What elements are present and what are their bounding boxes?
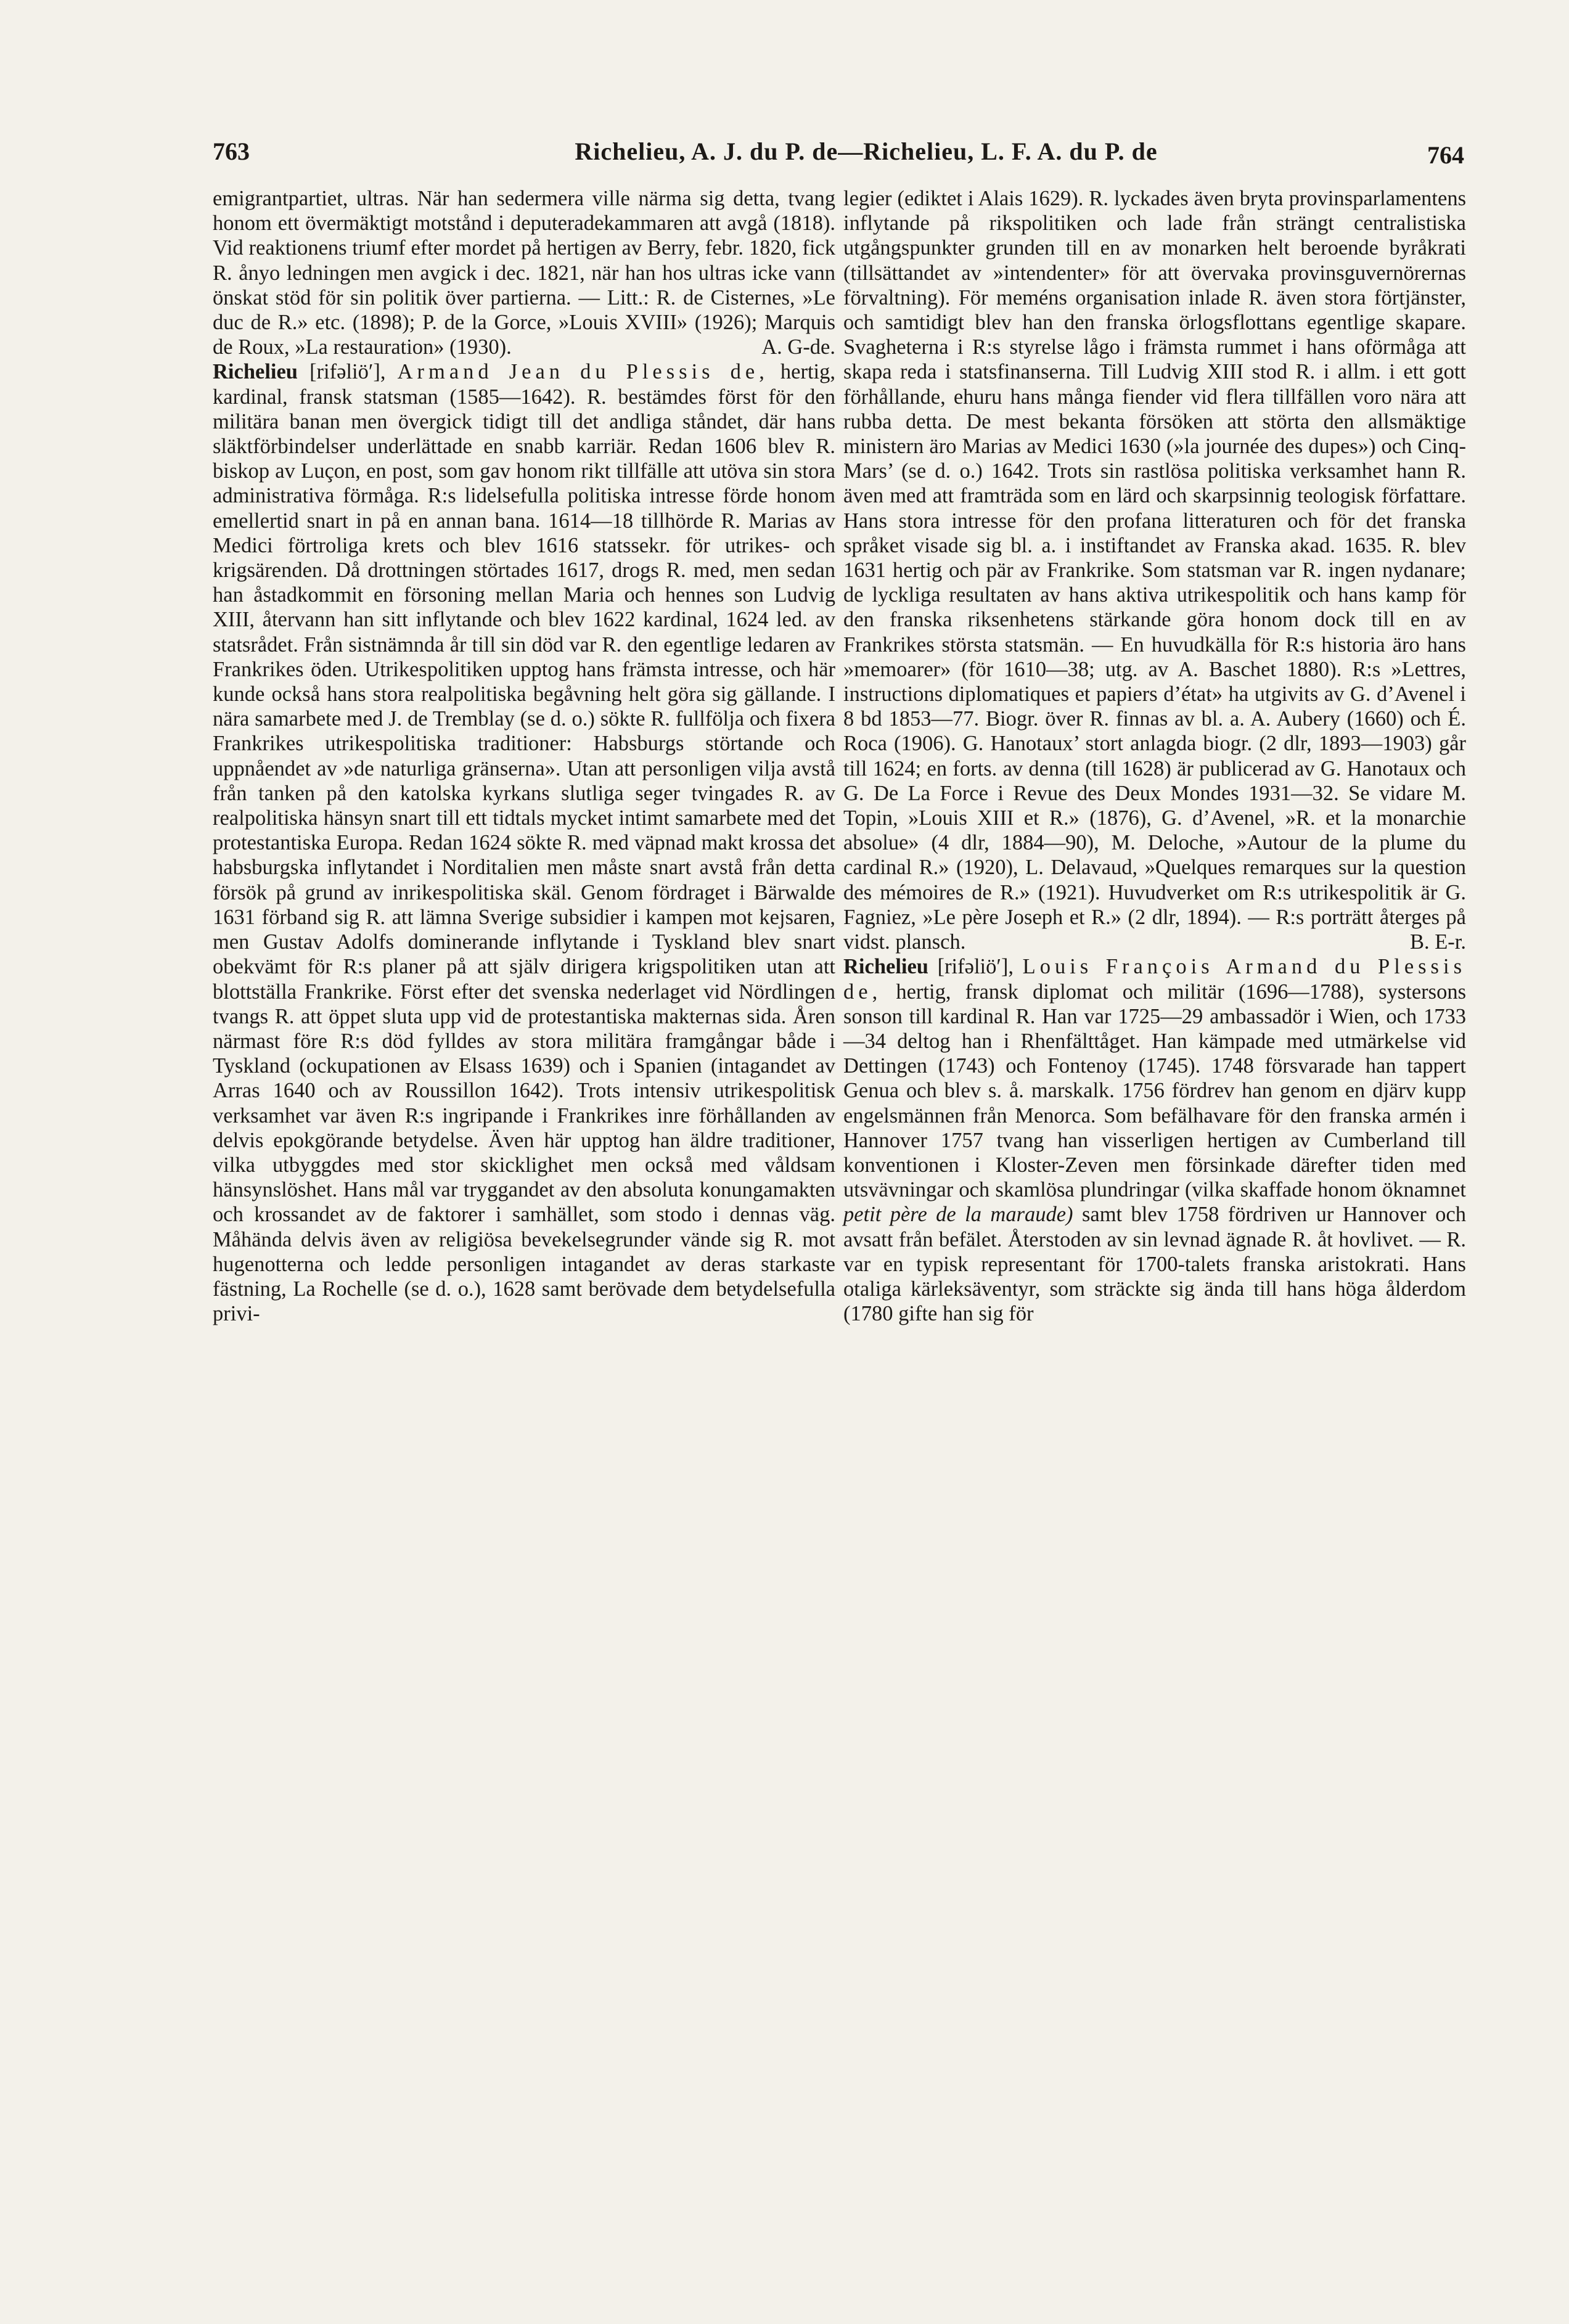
running-header	[213, 137, 1464, 174]
headword: Richelieu	[843, 955, 928, 979]
full-name: Armand Jean du Plessis de,	[397, 360, 769, 384]
right-column	[843, 186, 1466, 1326]
entry-richelieu-armand	[213, 359, 835, 1326]
entry-text: legier (ediktet i Alais 1629). R. lyckades även bryta provinsparlamentens inflytande på rikspolitiken och lade från strängt centralistiska utgångspunkter grunden till en av monarken helt beroende byråkrati (tillsättandet av »intendenter» för att övervaka provinsguvernörernas förvaltning). För meméns organisation inlade R. även stora förtjänster, och samtidigt blev han den franska örlogsflottans egentlige skapare. Svagheterna i R:s styrelse lågo i främsta rummet i hans oförmåga att skapa reda i statsfinanserna. Till Ludvig XIII stod R. i allm. i ett gott förhållande, ehuru hans många fiender vid flera tillfällen voro nära att rubba detta. De mest bekanta försöken att störta den allsmäktige ministern äro Marias av Medici 1630 (»la journée des dupes») och Cinq-Mars’ (se d. o.) 1642. Trots sin rastlösa politiska verksamhet hann R. även med att framträda som en lärd och skarpsinnig teologisk författare. Hans stora intresse för den profana litteraturen och för det franska språket visade sig bl. a. i instiftandet av Franska akad. 1635. R. blev 1631 hertig och pär av Frankrike. Som statsman var R. ingen nydanare; de lyckliga resultaten av hans aktiva utrikespolitik och hans kamp för den franska riksenhetens stärkande göra honom dock till en av Frankrikes största statsmän. — En huvudkälla för R:s historia äro hans »memoarer» (för 1610—38; utg. av A. Baschet 1880). R:s »Lettres, instructions diplomatiques et papiers d’état» ha utgivits av G. d’Avenel i 8 bd 1853—77. Biogr. över R. finnas av bl. a. A. Aubery (1660) och É. Roca (1906). G. Hanotaux’ stort anlagda biogr. (2 dlr, 1893—1903) går till 1624; en forts. av denna (till 1628) är publicerad av G. Hanotaux och G. De La Force i Revue des Deux Mondes 1931—32. Se vidare M. Topin, »Louis XIII et R.» (1876), G. d’Avenel, »R. et la monarchie absolue» (4 dlr, 1884—90), M. Deloche, »Autour de la plume du cardinal R.» (1920), L. Delavaud, »Quelques remarques sur la question des mémoires de R.» (1921). Huvudverket om R:s utrikespolitik är G. Fagniez, »Le père Joseph et R.» (2 dlr, 1894). — R:s porträtt återges på vidst. plansch.	[843, 187, 1466, 954]
pronunciation: [rifəliö′],	[937, 955, 1014, 979]
entry-continuation	[213, 186, 835, 359]
running-title: Richelieu, A. J. du P. de—Richelieu, L. F. A. du P. de	[575, 137, 1158, 165]
left-column	[213, 186, 835, 1326]
entry-text: emigrantpartiet, ultras. När han sedermera ville närma sig detta, tvang honom ett övermäktigt motstånd i deputeradekammaren att avgå (1818). Vid reaktionens triumf efter mordet på hertigen av Berry, febr. 1820, fick R. ånyo ledningen men avgick i dec. 1821, när han hos ultras icke vann önskat stöd för sin politik över partierna. — Litt.: R. de Cisternes, »Le duc de R.» etc. (1898); P. de la Gorce, »Louis XVIII» (1926); Marquis de Roux, »La restauration» (1930).	[213, 187, 835, 359]
entry-text: hertig, fransk diplomat och militär (1696—1788), systersons sonson till kardinal R. Han var 1725—29 ambassadör i Wien, och 1733—34 deltog han i Rhenfälttåget. Han kämpade med utmärkelse vid Dettingen (1743) och Fontenoy (1745). 1748 försvarade han tappert Genua och blev s. å. marskalk. 1756 fördrev han genom en djärv kupp engelsmännen från Menorca. Som befälhavare för den franska armén i Hannover 1757 tvang han visserligen hertigen av Cumberland till konventionen i Kloster-Zeven men försinkade därefter tiden med utsvävningar och skamlösa plundringar (vilka skaffade honom öknamnet	[843, 980, 1466, 1202]
author-signature: B. E-r.	[1409, 930, 1466, 954]
nickname: petit père de la maraude)	[843, 1203, 1073, 1227]
entry-richelieu-louis	[843, 954, 1466, 1326]
author-signature: A. G-de.	[761, 335, 835, 359]
pronunciation: [rifəliö′],	[309, 360, 386, 384]
page-number-left: 763	[213, 137, 250, 165]
entry-continuation	[843, 186, 1466, 954]
headword: Richelieu	[213, 360, 298, 384]
entry-text: hertig, kardinal, fransk statsman (1585—1642). R. bestämdes först för den militära banan men övergick tidigt till det andliga ståndet, där hans släktförbindelser underlättade en snabb karriär. Redan 1606 blev R. biskop av Luçon, en post, som gav honom rikt tillfälle att utöva sin stora administrativa förmåga. R:s lidelsefulla politiska intresse förde honom emellertid snart in på en annan bana. 1614—18 tillhörde R. Marias av Medici förtroliga krets och blev 1616 statssekr. för utrikes- och krigsärenden. Då drottningen störtades 1617, drogs R. med, men sedan han åstadkommit en försoning mellan Maria och hennes son Ludvig XIII, återvann han sitt inflytande och blev 1622 kardinal, 1624 led. av statsrådet. Från sistnämnda år till sin död var R. den egentlige ledaren av Frankrikes öden. Utrikespolitiken upptog hans främsta intresse, och här kunde också hans stora realpolitiska begåvning helt göra sig gällande. I nära samarbete med J. de Tremblay (se d. o.) sökte R. fullfölja och fixera Frankrikes utrikespolitiska traditioner: Habsburgs störtande och uppnåendet av »de naturliga gränserna». Utan att personligen vilja avstå från tanken på den katolska kyrkans slutliga seger tvingades R. av realpolitiska hänsyn snart till ett tidtals mycket intimt samarbete med det protestantiska Europa. Redan 1624 sökte R. med väpnad makt krossa det habsburgska inflytandet i Norditalien men måste snart avstå från detta försök på grund av inrikespolitiska skäl. Genom fördraget i Bärwalde 1631 förband sig R. att lämna Sverige subsidier i kampen mot kejsaren, men Gustav Adolfs dominerande inflytande i Tyskland blev snart obekvämt för R:s planer på att själv dirigera krigspolitiken utan att blottställa Frankrike. Först efter det svenska nederlaget vid Nördlingen tvangs R. att öppet sluta upp vid de protestantiska makternas sida. Åren närmast före R:s död fylldes av stora militära framgångar både i Tyskland (ockupationen av Elsass 1639) och i Spanien (intagandet av Arras 1640 och av Roussillon 1642). Trots intensiv utrikespolitisk verksamhet var även R:s ingripande i Frankrikes inre förhållanden av delvis epokgörande betydelse. Även här upptog han äldre traditioner, vilka utbyggdes med stor skicklighet men också med våldsam hänsynslöshet. Hans mål var tryggandet av den absoluta konungamakten och krossandet av de faktorer i samhället, som stodo i dennas väg. Måhända delvis även av religiösa bevekelsegrunder vände sig R. mot hugenotterna och ledde personligen intagandet av deras starkaste fästning, La Rochelle (se d. o.), 1628 samt berövade dem betydelsefulla privi-	[213, 360, 836, 1326]
entry-text: samt blev 1758 fördriven ur Hannover och avsatt från befälet. Återstoden av sin levnad ägnade R. åt hovlivet. — R. var en typisk representant för 1700-talets franska aristokrati. Hans otaliga kärleksäventyr, som sträckte sig ända till hans höga ålderdom (1780 gifte han sig för	[843, 1203, 1466, 1326]
full-name: Louis François Armand du Plessis de,	[843, 955, 1466, 1004]
page-number-right: 764	[1427, 141, 1464, 169]
